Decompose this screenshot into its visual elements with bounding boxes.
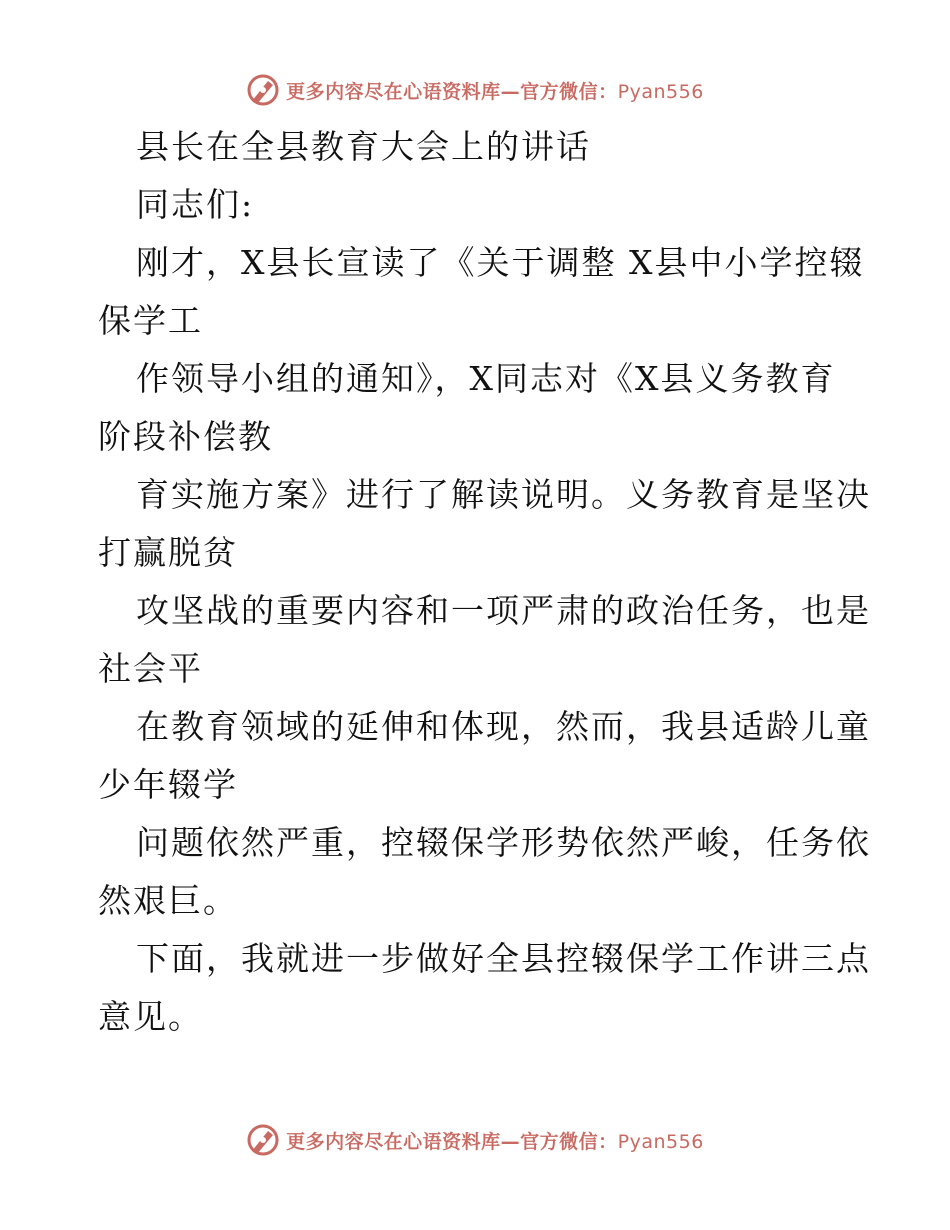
banner-handle: Pyan556 bbox=[617, 80, 704, 103]
paragraph-line: 保学工 bbox=[98, 301, 203, 340]
paragraph-line: 然艰巨。 bbox=[98, 881, 238, 920]
document-title: 县长在全县教育大会上的讲话 bbox=[136, 127, 591, 166]
paragraph-line: 意见。 bbox=[98, 997, 203, 1036]
pen-circle-logo-icon bbox=[246, 1123, 280, 1157]
banner-text bbox=[286, 1127, 704, 1154]
paragraph-line: 下面，我就进一步做好全县控辍保学工作讲三点 bbox=[136, 939, 871, 978]
paragraph-line: 社会平 bbox=[98, 649, 203, 688]
banner-text bbox=[286, 77, 704, 104]
salutation: 同志们: bbox=[136, 185, 255, 224]
paragraph-line: 在教育领域的延伸和体现，然而，我县适龄儿童 bbox=[136, 707, 871, 746]
paragraph-line: 攻坚战的重要内容和一项严肃的政治任务，也是 bbox=[136, 591, 871, 630]
paragraph-line: 作领导小组的通知》，X同志对《X县义务教育 bbox=[136, 359, 836, 398]
paragraph-line: 阶段补偿教 bbox=[98, 417, 273, 456]
paragraph-line: 刚才，X县长宣读了《关于调整 X县中小学控辍 bbox=[136, 243, 865, 282]
paragraph-line: 打赢脱贫 bbox=[98, 533, 238, 572]
header-banner bbox=[0, 70, 950, 110]
footer-banner bbox=[0, 1120, 950, 1160]
pen-circle-logo-icon bbox=[246, 73, 280, 107]
paragraph-line: 少年辍学 bbox=[98, 765, 238, 804]
banner-label: 更多内容尽在心语资料库—官方微信： bbox=[286, 1130, 618, 1153]
paragraph-line: 问题依然严重，控辍保学形势依然严峻，任务依 bbox=[136, 823, 871, 862]
document-body bbox=[98, 118, 871, 1046]
banner-handle: Pyan556 bbox=[617, 1130, 704, 1153]
paragraph-line: 育实施方案》进行了解读说明。义务教育是坚决 bbox=[136, 475, 871, 514]
banner-label: 更多内容尽在心语资料库—官方微信： bbox=[286, 80, 618, 103]
